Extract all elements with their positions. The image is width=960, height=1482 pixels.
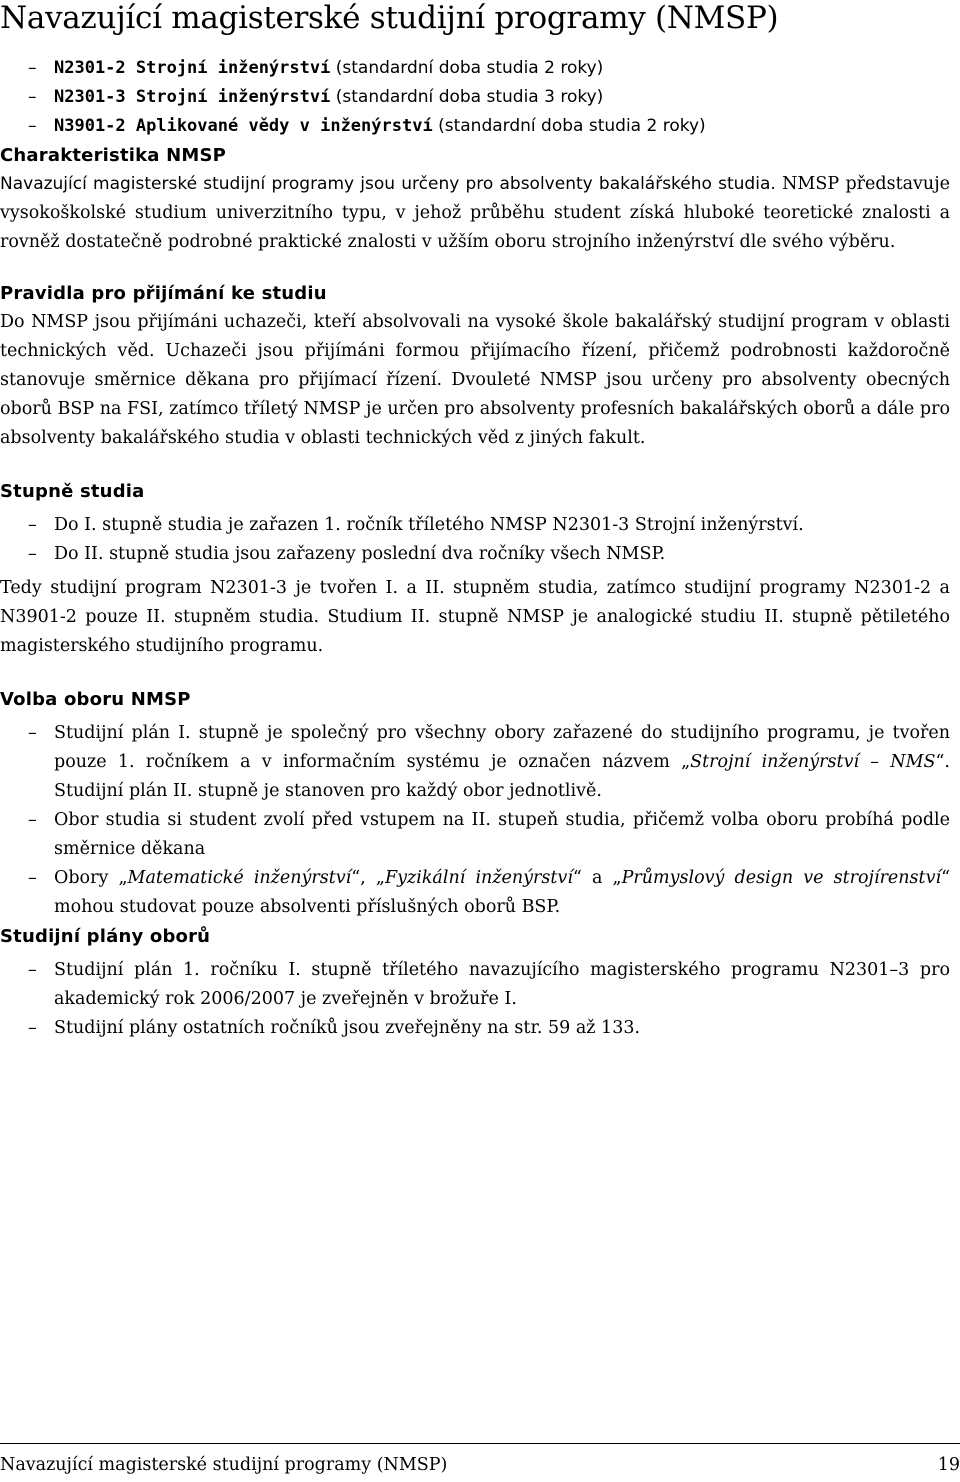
- footer-title: Navazující magisterské studijní programy (NMSP): [0, 1455, 448, 1475]
- item-text: Studijní plán I. stupně je společný pro všechny obory zařazené do studijního programu, je tvořen pouze 1. ročníkem a v informačním systému je označen názvem „: [54, 723, 950, 772]
- item-italic: Fyzikální inženýrství: [384, 868, 573, 888]
- paragraph-stupne: Tedy studijní program N2301-3 je tvořen I. a II. stupněm studia, zatímco studijní programy N2301-2 a N3901-2 pouze II. stupněm studia. Studium II. stupně NMSP je analogické studiu II. stupně pětiletého magisterského studijního programu.: [0, 578, 950, 656]
- program-note: (standardní doba studia 2 roky): [438, 116, 706, 136]
- section-heading-volba: Volba oboru NMSP: [0, 689, 191, 710]
- item-text: “. Studijní plán II. stupně je stanoven pro každý obor jednotlivě.: [54, 752, 950, 801]
- program-note: (standardní doba studia 2 roky): [335, 58, 604, 78]
- section-heading-stupne: Stupně studia: [0, 481, 145, 502]
- page-number: 19: [937, 1455, 960, 1475]
- item-text: Obory „: [54, 868, 128, 888]
- list-item: – Studijní plán 1. ročníku I. stupně tříletého navazujícího magisterského programu N2301–3 pro akademický rok 2006/2007 je zveřejněn v brožuře I.: [0, 956, 950, 1014]
- program-list: [0, 54, 950, 141]
- paragraph-body: NMSP představuje vysokoškolské studium univerzitního typu, v jehož průběhu student získá hluboké teoretické znalosti a rovněž dostatečně podrobné praktické znalosti v užším oboru strojního inženýrství dle svého výběru.: [0, 174, 950, 252]
- list-item: [0, 54, 950, 83]
- paragraph-intro: Navazující magisterské studijní programy jsou určeny pro absolventy bakalářského studia.: [0, 174, 776, 194]
- item-text: “, „: [351, 868, 385, 888]
- list-item: – Do I. stupně studia je zařazen 1. ročník tříletého NMSP N2301-3 Strojní inženýrství.: [0, 511, 950, 540]
- section-heading-pravidla: Pravidla pro přijímání ke studiu: [0, 283, 327, 304]
- paragraph-charakteristika: [0, 170, 950, 257]
- list-item: [0, 719, 950, 806]
- item-italic: Strojní inženýrství – NMS: [690, 752, 936, 772]
- section-heading-plany: Studijní plány oborů: [0, 926, 211, 947]
- page-footer: [0, 1452, 960, 1478]
- section-heading-charakteristika: Charakteristika NMSP: [0, 145, 227, 166]
- footer-divider: [0, 1443, 960, 1444]
- list-item: [0, 112, 950, 141]
- list-item: [0, 864, 950, 922]
- item-text: “ a „: [572, 868, 622, 888]
- paragraph-pravidla: Do NMSP jsou přijímáni uchazeči, kteří absolvovali na vysoké škole bakalářský studijní program v oblasti technických věd. Uchazeči jsou přijímáni formou přijímacího řízení, přičemž podrobnosti každoročně stanovuje směrnice děkana pro přijímací řízení. Dvouleté NMSP jsou určeny pro absolventy obecných oborů BSP na FSI, zatímco tříletý NMSP je určen pro absolventy profesních bakalářských oborů a dále pro absolventy bakalářského studia v oblasti technických věd z jiných fakult.: [0, 312, 950, 448]
- list-item: [0, 806, 950, 864]
- program-note: (standardní doba studia 3 roky): [335, 87, 604, 107]
- list-item: [0, 83, 950, 112]
- main-content: [0, 54, 950, 1043]
- program-code: N2301-3 Strojní inženýrství: [54, 87, 331, 107]
- item-italic: Matematické inženýrství: [127, 868, 352, 888]
- program-code: N3901-2 Aplikované vědy v inženýrství: [54, 116, 433, 136]
- volba-list: [0, 719, 950, 922]
- item-text: “ mohou studovat pouze absolventi příslušných oborů BSP.: [54, 868, 951, 917]
- stupne-list: [0, 511, 950, 569]
- list-item: – Studijní plány ostatních ročníků jsou zveřejněny na str. 59 až 133.: [0, 1014, 950, 1043]
- page-title: Navazující magisterské studijní programy (NMSP): [0, 0, 779, 36]
- item-italic: Průmyslový design ve strojírenství: [621, 868, 942, 888]
- item-text: – Obor studia si student zvolí před vstupem na II. stupeň studia, přičemž volba oboru probíhá podle směrnice děkana: [54, 810, 950, 859]
- plany-list: [0, 956, 950, 1043]
- program-code: N2301-2 Strojní inženýrství: [54, 58, 331, 78]
- list-item: – Do II. stupně studia jsou zařazeny poslední dva ročníky všech NMSP.: [0, 540, 950, 569]
